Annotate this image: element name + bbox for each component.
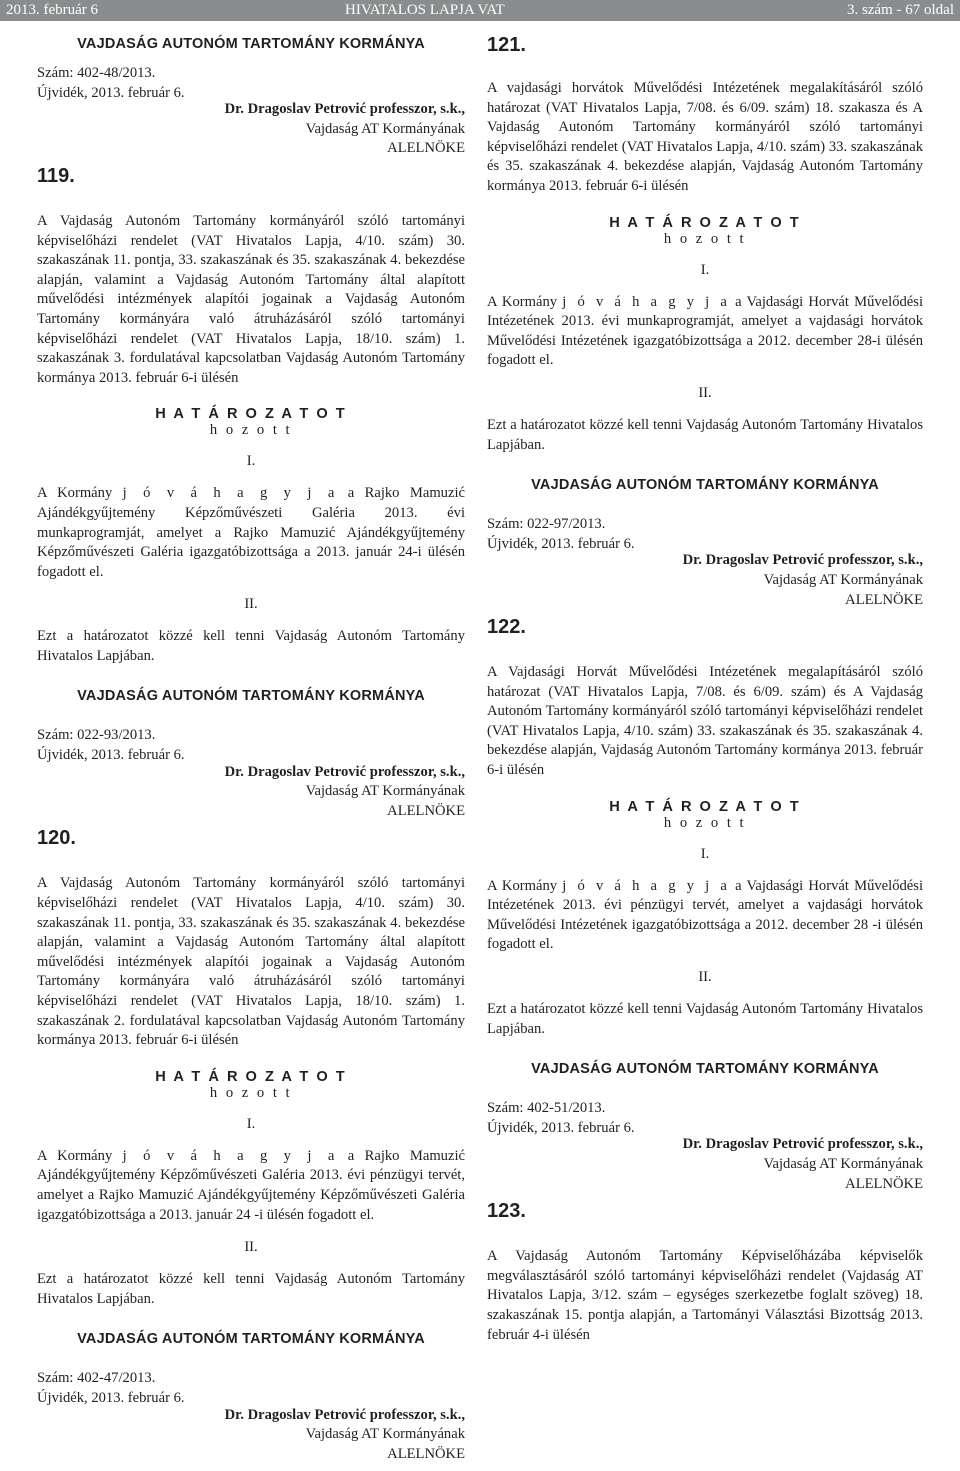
decision-preamble: A vajdasági horvátok Művelődési Intézetének megalakításáról szóló határozat (VAT Hivatalos Lapja, 7/08. és 6/09. szám) 18. szakasza és A Vajdaság Autonóm Tartomány kormányáról szóló tartományi képviselőházi rendelet (VAT Hivatalos Lapja, 4/10. szám) 33. szakaszának és 35. szakaszának 4. bekezdése alapján, Vajdaság Autonóm Tartomány kormánya 2013. február 6-i ülésén [487,80,923,194]
signer-role: ALELNÖKE [845,591,923,608]
signer-role: ALELNÖKE [387,140,465,157]
signer-name: Dr. Dragoslav Petrović professzor, s.k., [224,101,465,118]
document-number: Szám: 402-51/2013. [487,1100,606,1117]
government-heading: VAJDASÁG AUTONÓM TARTOMÁNY KORMÁNYA [531,477,879,494]
section-one-text: A Kormány j ó v á h a g y j a a Vajdasági Horvát Művelődési Intézetének 2013. évi pénzügyi tervét, amelyet a vajdasági horvátok Művelődési Intézetének igazgatóbizottsága a 2012. december 28 -i ülésén fogadott el. [487,877,923,953]
section-two: II. [698,384,712,401]
place-date: Újvidék, 2013. február 6. [37,1389,185,1406]
section-two: II. [244,1239,258,1256]
signer-role: ALELNÖKE [387,802,465,819]
decision-heading: H A T Á R O Z A T O T [155,406,347,423]
signer-title: Vajdaság AT Kormányának [305,783,465,800]
right-column [487,28,923,1345]
section-two: II. [244,596,258,613]
signer-role: ALELNÖKE [845,1175,923,1192]
decision-preamble: A Vajdasági Horvát Művelődési Intézetének megalapításáról szóló határozat (VAT Hivatalos Lapja, 7/08. és 6/09. szám) és A Vajdaság Autonóm Tartomány kormányáról szóló tartományi képviselőházi rendelet (VAT Hivatalos Lapja, 4/10. szám) 33. szakaszának és 35. szakaszának 4. bekezdése alapján, Vajdaság Autonóm Tartomány kormánya 2013. február 6-i ülésén [487,664,923,779]
decision-heading: H A T Á R O Z A T O T [155,1068,347,1085]
section-one: I. [246,453,256,470]
signer-title: Vajdaság AT Kormányának [305,1426,465,1443]
decision-hozott: h o z o t t [209,1084,293,1101]
decision-hozott: h o z o t t [663,230,747,247]
page-header [0,0,960,21]
document-number: Szám: 402-47/2013. [37,1370,156,1387]
section-one: I. [246,1115,256,1132]
document-number: Szám: 022-97/2013. [487,516,606,533]
decision-preamble: A Vajdaság Autonóm Tartomány Képviselőházába képviselők megválasztásáról szóló tartományi képviselőházi rendelet (Vajdaság AT Hivatalos Lapja, 3/12. szám – egységes szerkezetbe foglalt szöveg) 18. szakaszának 15. pontja alapján, a Tartományi Választási Bizottság 2013. február 4-i ülésén [487,1248,923,1343]
document-number: Szám: 022-93/2013. [37,727,156,744]
section-two-text: Ezt a határozatot közzé kell tenni Vajdaság Autonóm Tartomány Hivatalos Lapjában. [37,1271,465,1307]
signer-role: ALELNÖKE [387,1445,465,1462]
signer-title: Vajdaság AT Kormányának [305,120,465,137]
government-heading: VAJDASÁG AUTONÓM TARTOMÁNY KORMÁNYA [531,1061,879,1078]
section-two: II. [698,969,712,986]
decision-preamble: A Vajdaság Autonóm Tartomány kormányáról szóló tartományi képviselőházi rendelet (VAT Hivatalos Lapja, 4/10. szám) 30. szakaszának 11. pontja, 33. szakaszának és 35. szakaszának 4. bekezdése alapján, valamint a Vajdaság Autonóm Tartomány által alapított művelődési intézmények alapítói jogainak a Vajdaság Autonóm Tartomány kormányára való átruházásáról szóló tartományi képviselőházi rendelet (VAT Hivatalos Lapja, 18/10. szám) 1. szakaszának 3. fordulatával kapcsolatban Vajdaság Autonóm Tartomány kormánya 2013. február 6-i ülésén [37,212,465,386]
document-number: Szám: 402-48/2013. [37,65,156,81]
government-heading: VAJDASÁG AUTONÓM TARTOMÁNY KORMÁNYA [77,36,425,52]
signer-title: Vajdaság AT Kormányának [763,1156,923,1172]
signer-name: Dr. Dragoslav Petrović professzor, s.k., [682,552,923,569]
signer-name: Dr. Dragoslav Petrović professzor, s.k., [224,763,465,780]
header-journal: HIVATALOS LAPJA VAT [345,2,505,18]
header-date: 2013. február 6 [6,2,99,18]
place-date: Újvidék, 2013. február 6. [487,535,635,552]
signer-name: Dr. Dragoslav Petrović professzor, s.k., [224,1406,465,1423]
decision-heading: H A T Á R O Z A T O T [609,214,801,231]
decision-hozott: h o z o t t [209,422,293,439]
decision-number: 122. [487,616,526,639]
government-heading: VAJDASÁG AUTONÓM TARTOMÁNY KORMÁNYA [77,688,425,705]
decision-heading: H A T Á R O Z A T O T [609,798,801,815]
section-two-text: Ezt a határozatot közzé kell tenni Vajdaság Autonóm Tartomány Hivatalos Lapjában. [487,416,923,453]
left-column [37,28,465,1464]
decision-number: 121. [487,34,526,56]
section-one-text: A Kormány j ó v á h a g y j a a Rajko Mamuzić Ajándékgyűjtemény Képzőművészeti Galéria 2013. évi pénzügyi tervét, amelyet a Rajko Mamuzić Ajándékgyűjtemény Képzőművészeti Galéria igazgatóbizottsága a 2013. január 24 -i ülésén fogadott el. [37,1147,465,1223]
place-date: Újvidék, 2013. február 6. [37,747,185,764]
signer-name: Dr. Dragoslav Petrović professzor, s.k., [682,1136,923,1153]
header-issue-page: 3. szám - 67 oldal [846,2,954,18]
section-one: I. [700,845,710,862]
decision-number: 123. [487,1200,526,1223]
decision-number: 120. [37,827,76,850]
place-date: Újvidék, 2013. február 6. [37,84,185,101]
section-one-text: A Kormány j ó v á h a g y j a a Vajdasági Horvát Művelődési Intézetének 2013. évi munkaprogramját, amelyet a vajdasági horvátok Művelődési Intézetének igazgatóbizottsága a 2012. december 28-i ülésén fogadott el. [487,293,923,369]
decision-number: 119. [37,164,75,187]
section-one: I. [700,261,710,278]
signer-title: Vajdaság AT Kormányának [763,571,923,588]
decision-preamble: A Vajdaság Autonóm Tartomány kormányáról szóló tartományi képviselőházi rendelet (VAT Hivatalos Lapja, 4/10. szám) 30. szakaszának 11. pontja, 33. szakaszának és 35. szakaszának 4. bekezdése alapján, valamint a Vajdaság Autonóm Tartomány által alapított művelődési intézmények alapítói jogainak a Vajdaság Autonóm Tartomány kormányára való átruházásáról szóló tartományi képviselőházi rendelet (VAT Hivatalos Lapja, 18/10. szám) 1. szakaszának 2. fordulatával kapcsolatban Vajdaság Autonóm Tartomány kormánya 2013. február 6-i ülésén [37,875,465,1049]
section-one-text: A Kormány j ó v á h a g y j a a Rajko Mamuzić Ajándékgyűjtemény Képzőművészeti Galéria 2013. évi munkaprogramját, amelyet a Rajko Mamuzić Ajándékgyűjtemény Képzőművészeti Galéria igazgatóbizottsága a 2013. január 24-i ülésén fogadott el. [37,485,465,580]
government-heading: VAJDASÁG AUTONÓM TARTOMÁNY KORMÁNYA [77,1331,425,1348]
section-two-text: Ezt a határozatot közzé kell tenni Vajdaság Autonóm Tartomány Hivatalos Lapjában. [487,1001,923,1037]
section-two-text: Ezt a határozatot közzé kell tenni Vajdaság Autonóm Tartomány Hivatalos Lapjában. [37,628,465,664]
decision-hozott: h o z o t t [663,814,747,831]
place-date: Újvidék, 2013. február 6. [487,1119,635,1136]
